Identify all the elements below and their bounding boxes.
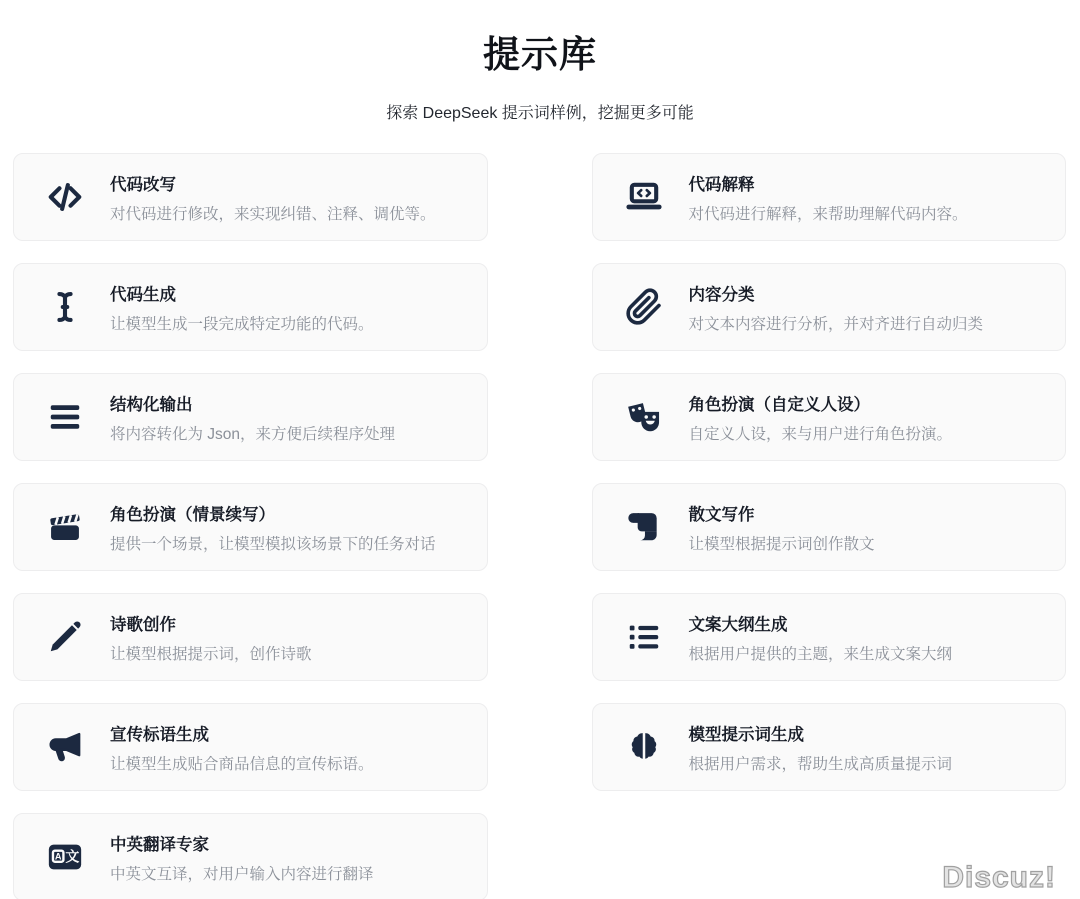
card-title: 诗歌创作: [110, 615, 176, 634]
card-title: 文案大纲生成: [688, 615, 788, 634]
card-code-generate[interactable]: [13, 263, 488, 351]
laptop-code-icon: [621, 178, 667, 216]
card-desc: 让模型生成一段完成特定功能的代码。: [110, 315, 374, 333]
pencil-icon: [42, 618, 88, 656]
card-desc: 对文本内容进行分析，并对齐进行自动归类: [688, 315, 984, 333]
paperclip-icon: [621, 288, 667, 326]
card-desc: 将内容转化为 Json，来方便后续程序处理: [110, 425, 396, 443]
card-title: 结构化输出: [110, 395, 193, 414]
card-title: 角色扮演（自定义人设）: [688, 395, 870, 414]
card-prose-writing[interactable]: [592, 483, 1067, 571]
card-title: 角色扮演（情景续写）: [110, 505, 275, 524]
card-desc: 对代码进行修改，来实现纠错、注释、调优等。: [110, 205, 436, 223]
card-roleplay-scenario[interactable]: [13, 483, 488, 571]
clapperboard-icon: [42, 508, 88, 546]
card-title: 内容分类: [688, 285, 755, 304]
card-roleplay-custom[interactable]: [592, 373, 1067, 461]
card-title: 散文写作: [688, 505, 755, 524]
prompt-card-grid: [13, 153, 1066, 899]
card-desc: 让模型生成贴合商品信息的宣传标语。: [110, 755, 374, 773]
card-title: 代码改写: [110, 175, 176, 194]
text-cursor-icon: [42, 288, 88, 326]
svg-text:A: A: [54, 851, 62, 862]
card-desc: 自定义人设，来与用户进行角色扮演。: [688, 425, 953, 443]
card-content-classification[interactable]: [592, 263, 1067, 351]
card-desc: 让模型根据提示词，创作诗歌: [110, 645, 312, 663]
code-icon: [42, 178, 88, 216]
scroll-icon: [621, 508, 667, 546]
card-desc: 中英文互译，对用户输入内容进行翻译: [110, 865, 374, 883]
page-title: 提示库: [483, 34, 597, 75]
card-prompt-generation[interactable]: [592, 703, 1067, 791]
card-title: 代码生成: [110, 285, 176, 304]
card-desc: 让模型根据提示词创作散文: [688, 535, 875, 553]
card-desc: 根据用户提供的主题，来生成文案大纲: [688, 645, 953, 663]
card-title: 模型提示词生成: [688, 725, 804, 744]
card-poetry-writing[interactable]: [13, 593, 488, 681]
card-desc: 对代码进行解释，来帮助理解代码内容。: [688, 205, 968, 223]
card-code-rewrite[interactable]: [13, 153, 488, 241]
list-icon: [621, 618, 667, 656]
brain-icon: [621, 728, 667, 766]
svg-text:文: 文: [65, 848, 80, 865]
card-translation-expert[interactable]: [13, 813, 488, 899]
card-title: 中英翻译专家: [110, 835, 209, 854]
page-header: [0, 0, 1080, 123]
card-desc: 提供一个场景，让模型模拟该场景下的任务对话: [110, 535, 436, 553]
translate-icon: [42, 838, 88, 876]
page-subtitle: 探索 DeepSeek 提示词样例，挖掘更多可能: [386, 105, 694, 122]
card-structured-output[interactable]: [13, 373, 488, 461]
align-bars-icon: [42, 398, 88, 436]
card-code-explain[interactable]: [592, 153, 1067, 241]
card-title: 代码解释: [688, 175, 755, 194]
card-desc: 根据用户需求，帮助生成高质量提示词: [688, 755, 953, 773]
megaphone-icon: [42, 728, 88, 766]
card-title: 宣传标语生成: [110, 725, 209, 744]
discuz-watermark: Discuz!: [942, 861, 1056, 894]
theater-masks-icon: [621, 398, 667, 436]
card-outline-generation[interactable]: [592, 593, 1067, 681]
card-slogan-generation[interactable]: [13, 703, 488, 791]
